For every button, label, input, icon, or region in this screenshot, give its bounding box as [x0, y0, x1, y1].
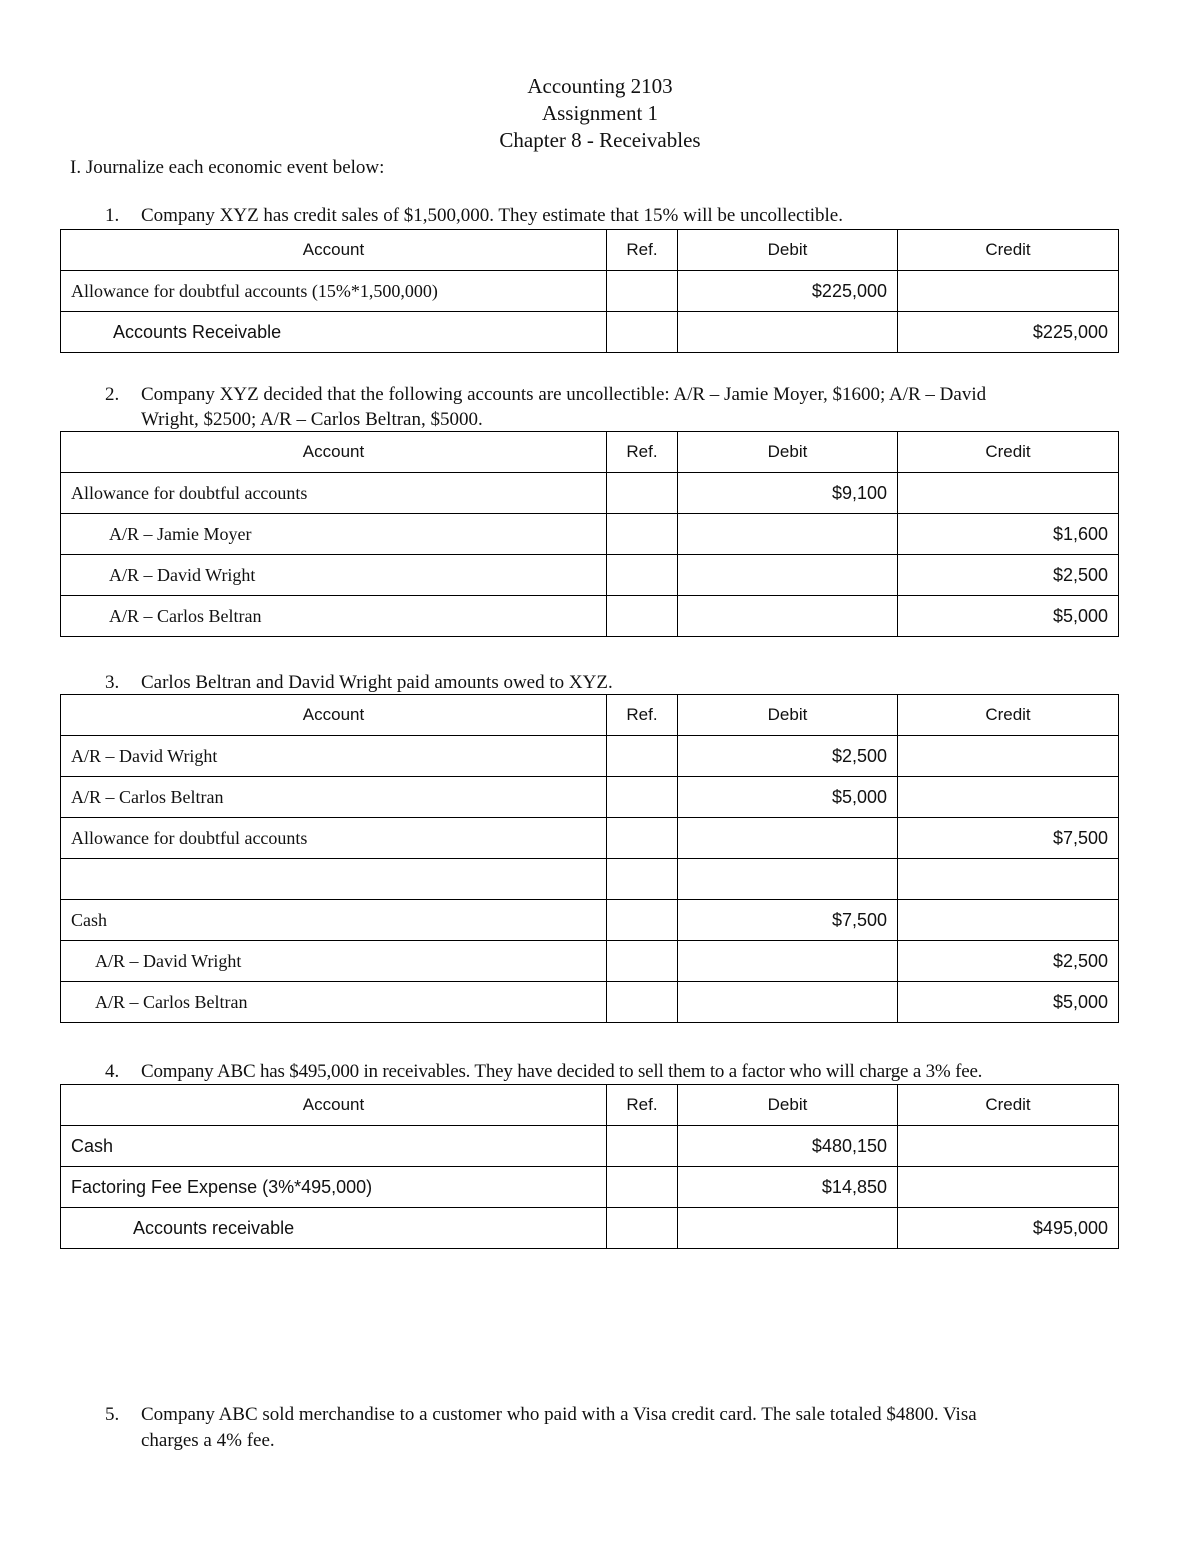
- account-cell: A/R – David Wright: [61, 941, 607, 982]
- credit-cell: $225,000: [898, 312, 1119, 353]
- column-header-account: Account: [61, 695, 607, 736]
- credit-cell: $1,600: [898, 514, 1119, 555]
- debit-cell: [678, 312, 898, 353]
- table-row: [61, 1126, 1119, 1167]
- ref-cell: [607, 900, 678, 941]
- account-cell: Accounts receivable: [61, 1208, 607, 1249]
- table-row: [61, 555, 1119, 596]
- ref-cell: [607, 818, 678, 859]
- column-header-ref: Ref.: [607, 695, 678, 736]
- question-number: 3.: [105, 672, 120, 693]
- debit-cell: [678, 514, 898, 555]
- table-row: [61, 271, 1119, 312]
- column-header-ref: Ref.: [607, 1085, 678, 1126]
- credit-cell: [898, 777, 1119, 818]
- debit-cell: [678, 1208, 898, 1249]
- question-number: 1.: [105, 205, 120, 226]
- account-cell: A/R – David Wright: [61, 736, 607, 777]
- account-cell: A/R – Carlos Beltran: [61, 596, 607, 637]
- ref-cell: [607, 1167, 678, 1208]
- table-row: [61, 982, 1119, 1023]
- assignment-title: Assignment 1: [541, 101, 659, 125]
- debit-cell: $5,000: [678, 777, 898, 818]
- credit-cell: [898, 1167, 1119, 1208]
- credit-cell: $2,500: [898, 941, 1119, 982]
- debit-cell: [678, 818, 898, 859]
- document-title: Accounting 2103: [527, 74, 673, 98]
- table-row: [61, 312, 1119, 353]
- table-header-row: [61, 230, 1119, 271]
- column-header-debit: Debit: [678, 695, 898, 736]
- question-text: Company ABC has $495,000 in receivables. They have decided to sell them to a factor who will charge a 3% fee.: [141, 1061, 983, 1082]
- account-cell: Allowance for doubtful accounts (15%*1,500,000): [61, 271, 607, 312]
- table-row: [61, 596, 1119, 637]
- debit-cell: $7,500: [678, 900, 898, 941]
- question-text-line2: charges a 4% fee.: [141, 1430, 275, 1451]
- account-cell: Allowance for doubtful accounts: [61, 473, 607, 514]
- question-text-line1: Company XYZ decided that the following accounts are uncollectible: A/R – Jamie Moyer, $1600; A/R – David: [141, 384, 987, 405]
- ref-cell: [607, 514, 678, 555]
- credit-cell: [898, 859, 1119, 900]
- ref-cell: [607, 777, 678, 818]
- ref-cell: [607, 473, 678, 514]
- column-header-credit: Credit: [898, 1085, 1119, 1126]
- debit-cell: $2,500: [678, 736, 898, 777]
- question-text-line2: Wright, $2500; A/R – Carlos Beltran, $5000.: [141, 409, 483, 430]
- credit-cell: $5,000: [898, 596, 1119, 637]
- column-header-account: Account: [61, 230, 607, 271]
- journal-table-4: [60, 1084, 1119, 1249]
- account-cell: A/R – Carlos Beltran: [61, 982, 607, 1023]
- account-cell: Accounts Receivable: [61, 312, 607, 353]
- account-cell: [61, 859, 607, 900]
- instruction-text: I. Journalize each economic event below:: [70, 157, 385, 178]
- credit-cell: [898, 736, 1119, 777]
- table-row: [61, 473, 1119, 514]
- ref-cell: [607, 312, 678, 353]
- credit-cell: $7,500: [898, 818, 1119, 859]
- ref-cell: [607, 859, 678, 900]
- credit-cell: [898, 271, 1119, 312]
- debit-cell: [678, 859, 898, 900]
- debit-cell: $9,100: [678, 473, 898, 514]
- chapter-title: Chapter 8 - Receivables: [499, 128, 701, 152]
- table-header-row: [61, 432, 1119, 473]
- question-text-line1: Company ABC sold merchandise to a customer who paid with a Visa credit card. The sale totaled $4800. Visa: [141, 1404, 977, 1425]
- table-row: [61, 1208, 1119, 1249]
- question-number: 2.: [105, 384, 120, 405]
- ref-cell: [607, 271, 678, 312]
- account-cell: A/R – David Wright: [61, 555, 607, 596]
- column-header-debit: Debit: [678, 1085, 898, 1126]
- question-number: 5.: [105, 1404, 120, 1425]
- account-cell: A/R – Jamie Moyer: [61, 514, 607, 555]
- table-row: [61, 1167, 1119, 1208]
- column-header-debit: Debit: [678, 432, 898, 473]
- ref-cell: [607, 555, 678, 596]
- table-row: [61, 736, 1119, 777]
- journal-table-3: [60, 694, 1119, 1023]
- column-header-ref: Ref.: [607, 230, 678, 271]
- journal-table-1: [60, 229, 1119, 353]
- debit-cell: $480,150: [678, 1126, 898, 1167]
- ref-cell: [607, 982, 678, 1023]
- debit-cell: [678, 941, 898, 982]
- column-header-credit: Credit: [898, 695, 1119, 736]
- ref-cell: [607, 1208, 678, 1249]
- column-header-debit: Debit: [678, 230, 898, 271]
- credit-cell: $5,000: [898, 982, 1119, 1023]
- column-header-credit: Credit: [898, 432, 1119, 473]
- credit-cell: [898, 900, 1119, 941]
- ref-cell: [607, 1126, 678, 1167]
- journal-table-2: [60, 431, 1119, 637]
- table-row: [61, 514, 1119, 555]
- table-header-row: [61, 695, 1119, 736]
- ref-cell: [607, 596, 678, 637]
- table-row: [61, 941, 1119, 982]
- table-header-row: [61, 1085, 1119, 1126]
- table-row: [61, 900, 1119, 941]
- debit-cell: $14,850: [678, 1167, 898, 1208]
- table-row: [61, 818, 1119, 859]
- question-text: Carlos Beltran and David Wright paid amounts owed to XYZ.: [141, 672, 613, 693]
- debit-cell: [678, 596, 898, 637]
- ref-cell: [607, 941, 678, 982]
- account-cell: Cash: [61, 1126, 607, 1167]
- account-cell: Cash: [61, 900, 607, 941]
- column-header-credit: Credit: [898, 230, 1119, 271]
- column-header-ref: Ref.: [607, 432, 678, 473]
- question-number: 4.: [105, 1061, 120, 1082]
- debit-cell: [678, 555, 898, 596]
- question-text: Company XYZ has credit sales of $1,500,000. They estimate that 15% will be uncollectible.: [141, 205, 843, 226]
- credit-cell: $495,000: [898, 1208, 1119, 1249]
- credit-cell: [898, 1126, 1119, 1167]
- credit-cell: [898, 473, 1119, 514]
- account-cell: Allowance for doubtful accounts: [61, 818, 607, 859]
- account-cell: A/R – Carlos Beltran: [61, 777, 607, 818]
- debit-cell: $225,000: [678, 271, 898, 312]
- credit-cell: $2,500: [898, 555, 1119, 596]
- column-header-account: Account: [61, 432, 607, 473]
- ref-cell: [607, 736, 678, 777]
- column-header-account: Account: [61, 1085, 607, 1126]
- account-cell: Factoring Fee Expense (3%*495,000): [61, 1167, 607, 1208]
- table-row: [61, 777, 1119, 818]
- debit-cell: [678, 982, 898, 1023]
- table-row: [61, 859, 1119, 900]
